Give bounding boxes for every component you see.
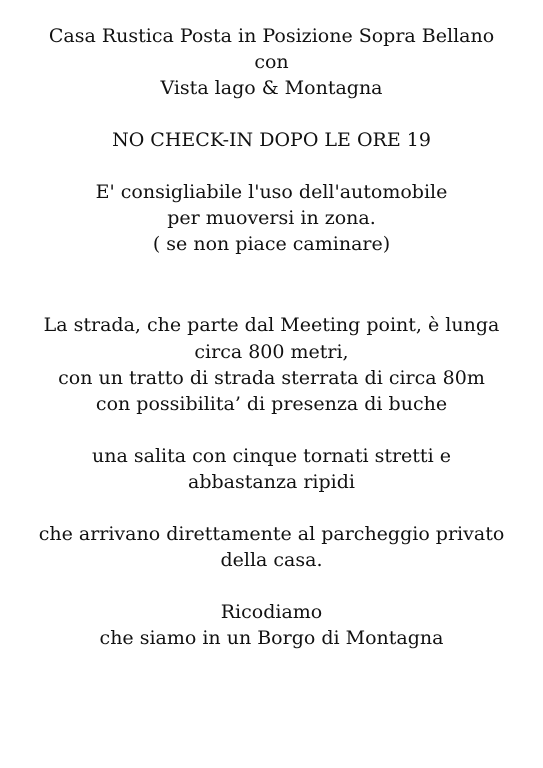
advice-line-1: E' consigliabile l'uso dell'automobile	[95, 181, 448, 203]
parking-line-2: della casa.	[220, 549, 323, 571]
checkin-notice: NO CHECK-IN DOPO LE ORE 19	[112, 129, 431, 151]
road-line-3: con un tratto di strada sterrata di circa 80m	[58, 367, 485, 389]
advice-line-3: ( se non piace caminare)	[152, 233, 391, 255]
road-line-1: La strada, che parte dal Meeting point, è lunga	[43, 314, 500, 336]
reminder-line-2: che siamo in un Borgo di Montagna	[99, 627, 444, 649]
title-line-1: Casa Rustica Posta in Posizione Sopra Bellano	[48, 25, 495, 47]
road-line-2: circa 800 metri,	[194, 341, 349, 363]
road-line-4: con possibilita’ di presenza di buche	[95, 393, 448, 415]
reminder-line-1: Ricodiamo	[220, 601, 323, 623]
title-line-2: con	[254, 51, 289, 73]
parking-line-1: che arrivano direttamente al parcheggio privato	[38, 523, 505, 545]
climb-line-1: una salita con cinque tornati stretti e	[92, 445, 451, 467]
climb-line-2: abbastanza ripidi	[188, 471, 355, 493]
advice-line-2: per muoversi in zona.	[167, 207, 376, 229]
title-line-3: Vista lago & Montagna	[160, 77, 383, 99]
